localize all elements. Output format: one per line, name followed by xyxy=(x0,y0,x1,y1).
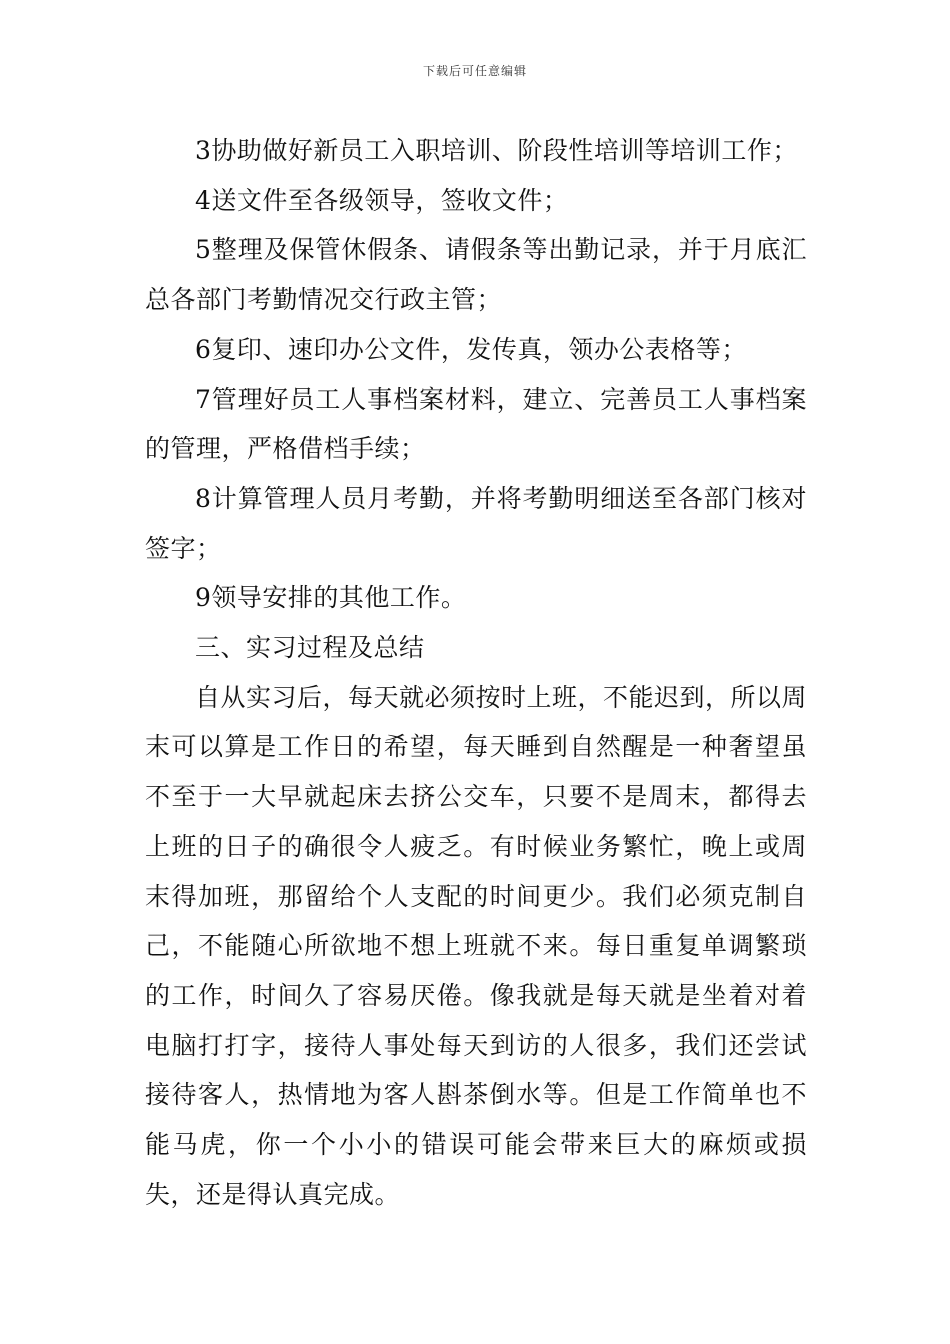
summary-paragraph: 自从实习后，每天就必须按时上班，不能迟到，所以周末可以算是工作日的希望，每天睡到自然醒是一种奢望虽不至于一大早就起床去挤公交车，只要不是周末，都得去上班的日子的确很令人疲乏。有时候业务繁忙，晚上或周末得加班，那留给个人支配的时间更少。我们必须克制自己，不能随心所欲地不想上班就不来。每日重复单调繁琐的工作，时间久了容易厌倦。像我就是每天就是坐着对着电脑打打字，接待人事处每天到访的人很多，我们还尝试接待客人，热情地为客人斟茶倒水等。但是工作简单也不能马虎，你一个小小的错误可能会带来巨大的麻烦或损失，还是得认真完成。 xyxy=(145,682,808,1209)
duty-item-9: 9领导安排的其他工作。 xyxy=(195,583,467,613)
duty-item-7: 7管理好员工人事档案材料，建立、完善员工人事档案的管理，严格借档手续； xyxy=(145,384,807,464)
document-body xyxy=(145,126,807,1219)
duty-item-8: 8计算管理人员月考勤，并将考勤明细送至各部门核对签字； xyxy=(145,483,807,563)
page-header: 下载后可任意编辑 xyxy=(422,64,527,78)
duty-item-4: 4送文件至各级领导，签收文件； xyxy=(195,185,569,215)
duty-item-5: 5整理及保管休假条、请假条等出勤记录，并于月底汇总各部门考勤情况交行政主管； xyxy=(145,235,807,315)
duty-item-3: 3协助做好新员工入职培训、阶段性培训等培训工作； xyxy=(195,136,798,165)
duty-item-6: 6复印、速印办公文件，发传真，领办公表格等； xyxy=(195,334,747,364)
section-heading: 三、实习过程及总结 xyxy=(195,633,425,663)
